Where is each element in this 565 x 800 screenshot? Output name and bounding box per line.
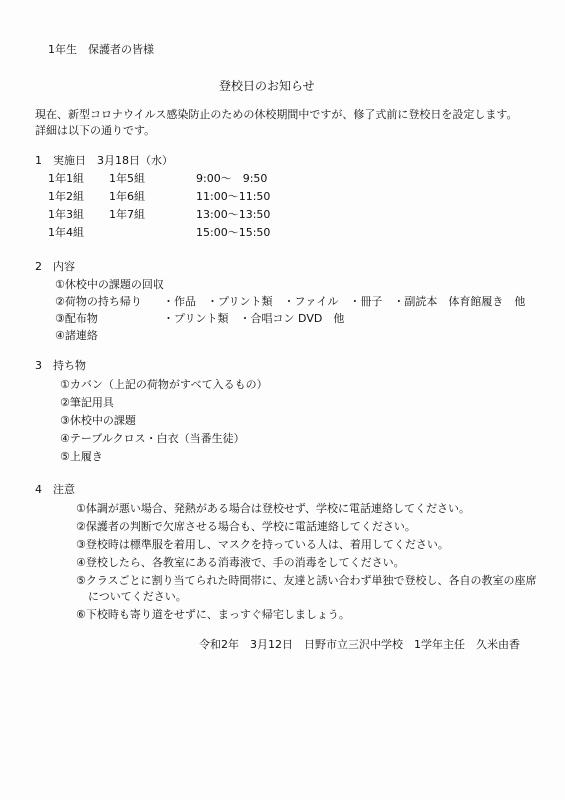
belonging-item-3: ③休校中の課題 [60, 414, 136, 427]
notice-item-6: ⑥下校時も寄り道をせずに、まっすぐ帰宅しましょう。 [76, 608, 350, 621]
schedule-row-2-class-a: 1年2組 [48, 190, 84, 203]
belonging-item-4: ④テーブルクロス・白衣（当番生徒） [60, 432, 245, 445]
schedule-row-3-class-a: 1年3組 [48, 208, 84, 221]
section-4-heading: 4 注意 [35, 483, 75, 496]
notice-item-2: ②保護者の判断で欠席させる場合も、学校に電話連絡してください。 [76, 520, 416, 533]
content-item-2-detail: ・作品 ・プリント類 ・ファイル ・冊子 ・副読本 体育館履き 他 [163, 295, 526, 308]
belonging-item-5: ⑤上履き [60, 450, 103, 463]
schedule-row-2-class-b: 1年6組 [109, 190, 145, 203]
schedule-row-4-class-a: 1年4組 [48, 226, 84, 239]
schedule-row-1-time: 9:00～ 9:50 [196, 172, 268, 185]
signature-line: 令和2年 3月12日 日野市立三沢中学校 1学年主任 久米由香 [199, 638, 520, 651]
belonging-item-2: ②筆記用具 [60, 396, 114, 409]
notice-item-3: ③登校時は標準服を着用し、マスクを持っている人は、着用してください。 [76, 538, 449, 551]
schedule-row-3-class-b: 1年7組 [109, 208, 145, 221]
content-item-2: ②荷物の持ち帰り [55, 295, 142, 308]
section-3-heading: 3 持ち物 [35, 359, 86, 372]
notice-item-5: ⑤クラスごとに割り当てられた時間帯に、友達と誘い合わず単独で登校し、各自の教室の座席 [76, 574, 537, 587]
schedule-row-1-class-a: 1年1組 [48, 172, 84, 185]
intro-line-2: 詳細は以下の通りです。 [35, 124, 156, 137]
section-2-heading: 2 内容 [35, 260, 75, 273]
schedule-row-1-class-b: 1年5組 [109, 172, 145, 185]
schedule-row-3-time: 13:00～13:50 [196, 208, 271, 221]
schedule-row-4-time: 15:00～15:50 [196, 226, 271, 239]
belonging-item-1: ①カバン（上記の荷物がすべて入るもの） [60, 378, 268, 391]
content-item-3: ③配布物 [55, 312, 98, 325]
content-item-4: ④諸連絡 [55, 329, 98, 342]
schedule-row-2-time: 11:00～11:50 [196, 190, 271, 203]
recipient-line: 1年生 保護者の皆様 [48, 43, 154, 56]
notice-item-5-continued: についてください。 [88, 590, 187, 603]
content-item-1: ①休校中の課題の回収 [55, 278, 164, 291]
notice-item-4: ④登校したら、各教室にある消毒液で、手の消毒をしてください。 [76, 556, 405, 569]
document-title: 登校日のお知らせ [219, 79, 315, 93]
intro-line-1: 現在、新型コロナウイルス感染防止のための休校期間中ですが、修了式前に登校日を設定します。 [35, 108, 518, 121]
section-1-heading: 1 実施日 3月18日（水） [35, 154, 173, 167]
content-item-3-detail: ・プリント類 ・合唱コン DVD 他 [163, 312, 345, 325]
notice-item-1: ①体調が悪い場合、発熱がある場合は登校せず、学校に電話連絡してください。 [76, 502, 470, 515]
